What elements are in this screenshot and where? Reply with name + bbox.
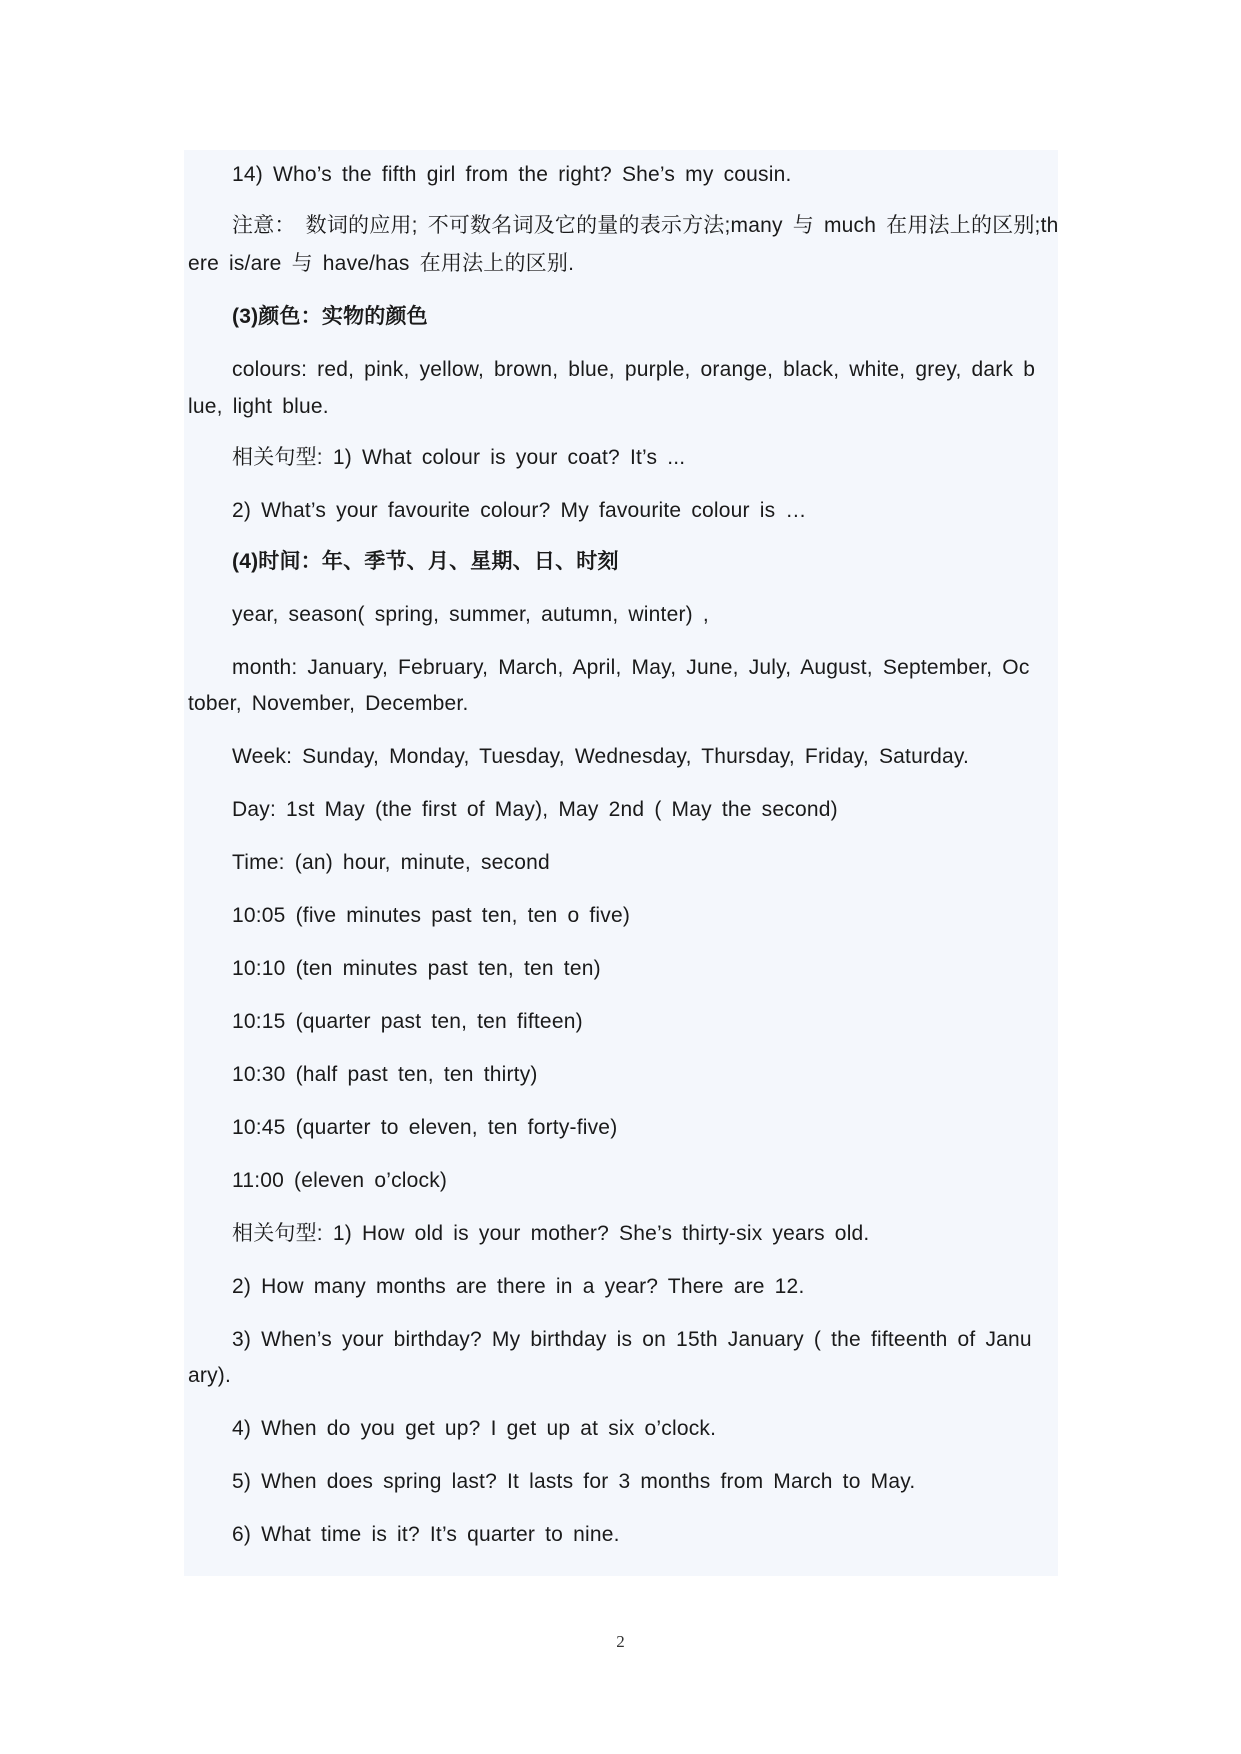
time-1045-line: 10:45 (quarter to eleven, ten forty-five) <box>232 1116 618 1139</box>
day-line: Day: 1st May (the first of May), May 2nd ( May the second) <box>232 798 838 821</box>
time-1030-line: 10:30 (half past ten, ten thirty) <box>232 1063 538 1086</box>
time-pattern-2: 2) How many months are there in a year? There are 12. <box>232 1275 805 1298</box>
month-line-continued: tober, November, December. <box>188 692 469 715</box>
month-line: month: January, February, March, April, May, June, July, August, September, Oc <box>232 656 1030 679</box>
section-heading-colours: (3)颜色：实物的颜色 <box>232 305 428 328</box>
time-pattern-4: 4) When do you get up? I get up at six o’clock. <box>232 1417 717 1440</box>
time-pattern-1: 相关句型: 1) How old is your mother? She’s thirty-six years old. <box>232 1222 870 1245</box>
colours-line-continued: lue, light blue. <box>188 395 329 418</box>
note-line-continued: ere is/are 与 have/has 在用法上的区别. <box>188 252 575 275</box>
time-pattern-3: 3) When’s your birthday? My birthday is on 15th January ( the fifteenth of Janu <box>232 1328 1032 1351</box>
time-1010-line: 10:10 (ten minutes past ten, ten ten) <box>232 957 601 980</box>
page-number: 2 <box>616 1632 625 1651</box>
time-pattern-3-continued: ary). <box>188 1364 231 1387</box>
time-1015-line: 10:15 (quarter past ten, ten fifteen) <box>232 1010 583 1033</box>
section-heading-time: (4)时间：年、季节、月、星期、日、时刻 <box>232 550 619 573</box>
year-season-line: year, season( spring, summer, autumn, winter) , <box>232 603 709 626</box>
time-pattern-6: 6) What time is it? It’s quarter to nine. <box>232 1523 620 1546</box>
colours-line: colours: red, pink, yellow, brown, blue, purple, orange, black, white, grey, dark b <box>232 358 1036 381</box>
note-line: 注意： 数词的应用; 不可数名词及它的量的表示方法;many 与 much 在用法上的区别;th <box>232 214 1059 237</box>
week-line: Week: Sunday, Monday, Tuesday, Wednesday, Thursday, Friday, Saturday. <box>232 745 970 768</box>
colour-pattern-1: 相关句型: 1) What colour is your coat? It’s ... <box>232 446 686 469</box>
time-units-line: Time: (an) hour, minute, second <box>232 851 550 874</box>
colour-pattern-2: 2) What’s your favourite colour? My favourite colour is … <box>232 499 807 522</box>
text-line-14: 14) Who’s the fifth girl from the right? She’s my cousin. <box>232 163 792 186</box>
time-1005-line: 10:05 (five minutes past ten, ten o five) <box>232 904 631 927</box>
time-pattern-5: 5) When does spring last? It lasts for 3 months from March to May. <box>232 1470 916 1493</box>
time-1100-line: 11:00 (eleven o’clock) <box>232 1169 448 1192</box>
